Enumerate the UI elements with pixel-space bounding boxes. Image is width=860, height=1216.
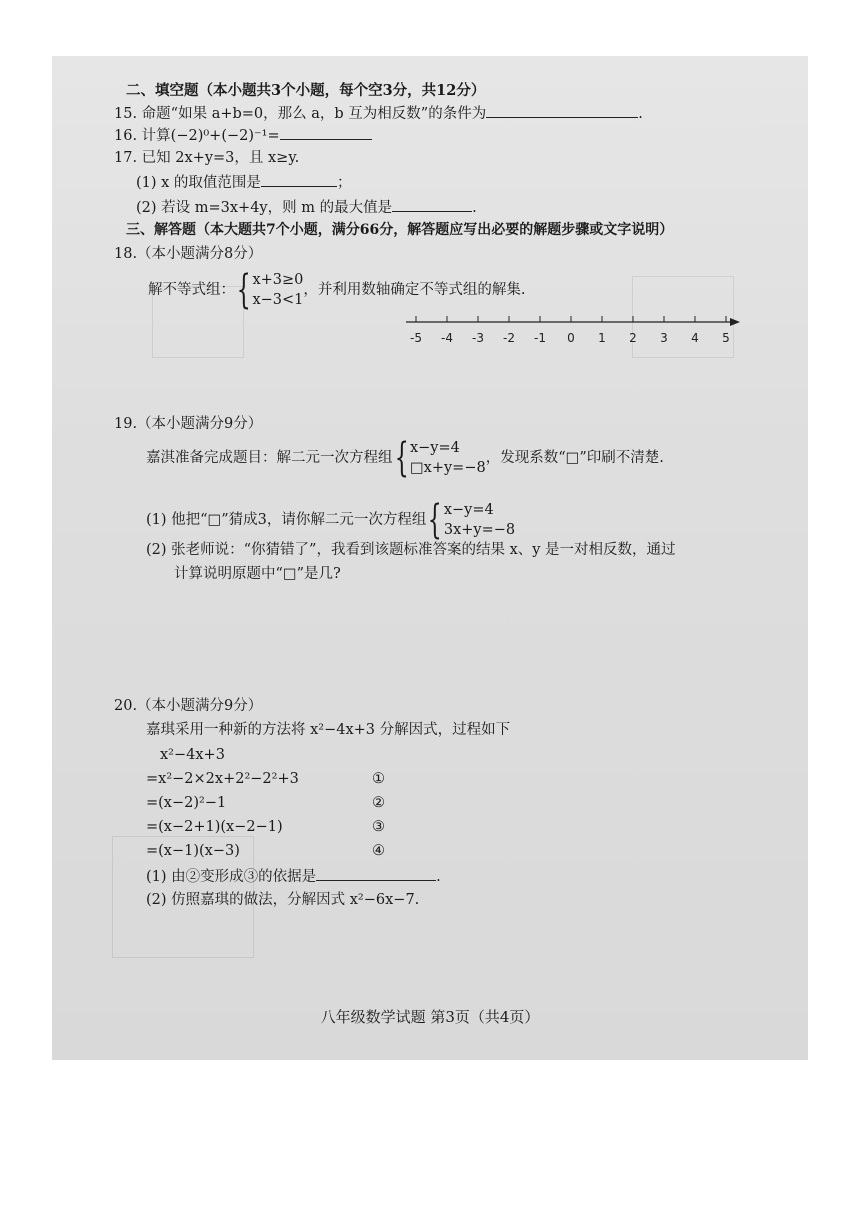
section2-heading: 二、填空题（本小题共3个小题，每个空3分，共12分） [126, 82, 486, 99]
section3-heading: 三、解答题（本大题共7个小题，满分66分，解答题应写出必要的解题步骤或文字说明） [126, 222, 674, 238]
answer-blank-15[interactable] [486, 103, 638, 118]
question-17: 17. 已知 2x+y=3，且 x≥y. [114, 150, 300, 166]
question-19-part2-line1: (2) 张老师说：“你猜错了”，我看到该题标准答案的结果 x、y 是一对相反数，通过 [146, 542, 676, 558]
step-mark-4: ④ [372, 843, 385, 859]
question-19-part2-line2: 计算说明原题中“□”是几? [174, 566, 341, 582]
brace-symbol: { [428, 497, 443, 543]
question-18-suffix: ，并利用数轴确定不等式组的解集. [303, 282, 526, 298]
number-line-tick-label: 4 [691, 331, 699, 345]
question-19-prefix: 嘉淇准备完成题目：解二元一次方程组 [146, 450, 393, 466]
factor-step-2: =(x−2)²−1 [146, 795, 227, 811]
inequality-1: x+3≥0 [252, 272, 304, 288]
number-line-tick-label: 2 [629, 331, 637, 345]
number-line-tick-label: -1 [534, 331, 546, 345]
question-19 [146, 435, 664, 481]
factor-step-0: x²−4x+3 [160, 747, 225, 763]
number-line-tick-label: -3 [472, 331, 484, 345]
question-16-text: 16. 计算(−2)⁰+(−2)⁻¹= [114, 128, 280, 144]
question-19-part1-prefix: (1) 他把“□”猜成3，请你解二元一次方程组 [146, 512, 427, 528]
question-15: 15. 命题“如果 a+b=0，那么 a，b 互为相反数”的条件为 . [114, 103, 643, 124]
question-18-prefix: 解不等式组： [148, 282, 235, 298]
question-19-part1 [146, 497, 516, 543]
question-19-score: 19.（本小题满分9分） [114, 416, 263, 432]
factor-step-1-expr: =x²−2×2x+2²−2²+3 [146, 771, 299, 787]
answer-blank-17-2[interactable] [392, 197, 472, 212]
number-line-tick-label: -2 [503, 331, 515, 345]
question-17-part2-text: (2) 若设 m=3x+4y，则 m 的最大值是 [136, 200, 393, 216]
guess-equation-2: 3x+y=−8 [443, 522, 516, 538]
number-line-tick-label: -5 [410, 331, 422, 345]
inequality-system [235, 267, 304, 313]
inequality-2: x−3<1 [252, 292, 304, 308]
question-17-part1-text: (1) x 的取值范围是 [136, 175, 261, 191]
number-line-tick-label: -4 [441, 331, 453, 345]
equation-1: x−y=4 [409, 440, 460, 456]
question-20-intro: 嘉琪采用一种新的方法将 x²−4x+3 分解因式，过程如下 [146, 722, 511, 738]
question-20-part2: (2) 仿照嘉琪的做法，分解因式 x²−6x−7. [146, 892, 420, 908]
exam-page [52, 56, 808, 1060]
question-16 [114, 125, 372, 146]
question-20-part1: (1) 由②变形成③的依据是 . [146, 866, 441, 887]
number-line-ticks [410, 316, 730, 345]
brace-symbol: { [394, 435, 409, 481]
question-19-suffix: ，发现系数“□”印刷不清楚. [485, 450, 664, 466]
equation-2: □x+y=−8 [409, 460, 486, 476]
answer-blank-16[interactable] [280, 125, 372, 140]
factor-step-4: =(x−1)(x−3) [146, 843, 240, 859]
answer-blank-20-1[interactable] [316, 866, 436, 881]
number-line-arrow-icon [730, 318, 740, 326]
step-mark-2: ② [372, 795, 385, 811]
equation-system [393, 435, 486, 481]
number-line-tick-label: 1 [598, 331, 606, 345]
factor-step-1 [146, 769, 299, 789]
number-line-tick-label: 5 [722, 331, 730, 345]
question-18-score: 18.（本小题满分8分） [114, 246, 263, 262]
question-18 [148, 267, 526, 313]
brace-symbol: { [236, 267, 251, 313]
page-footer: 八年级数学试题 第3页（共4页） [320, 1008, 540, 1026]
question-20-score: 20.（本小题满分9分） [114, 698, 263, 714]
question-20-part1-text: (1) 由②变形成③的依据是 [146, 869, 317, 885]
number-line-tick-label: 0 [567, 331, 575, 345]
guess-equation-1: x−y=4 [443, 502, 494, 518]
factor-step-3: =(x−2+1)(x−2−1) [146, 819, 283, 835]
number-line [406, 310, 746, 354]
question-15-text: 15. 命题“如果 a+b=0，那么 a，b 互为相反数”的条件为 [114, 106, 487, 122]
answer-blank-17-1[interactable] [261, 172, 337, 187]
question-17-part2: (2) 若设 m=3x+4y，则 m 的最大值是 . [136, 197, 477, 218]
step-mark-1: ① [372, 771, 385, 787]
number-line-tick-label: 3 [660, 331, 668, 345]
step-mark-3: ③ [372, 819, 385, 835]
question-17-part1: (1) x 的取值范围是 ； [136, 172, 351, 193]
equation-system-guess [426, 497, 516, 543]
